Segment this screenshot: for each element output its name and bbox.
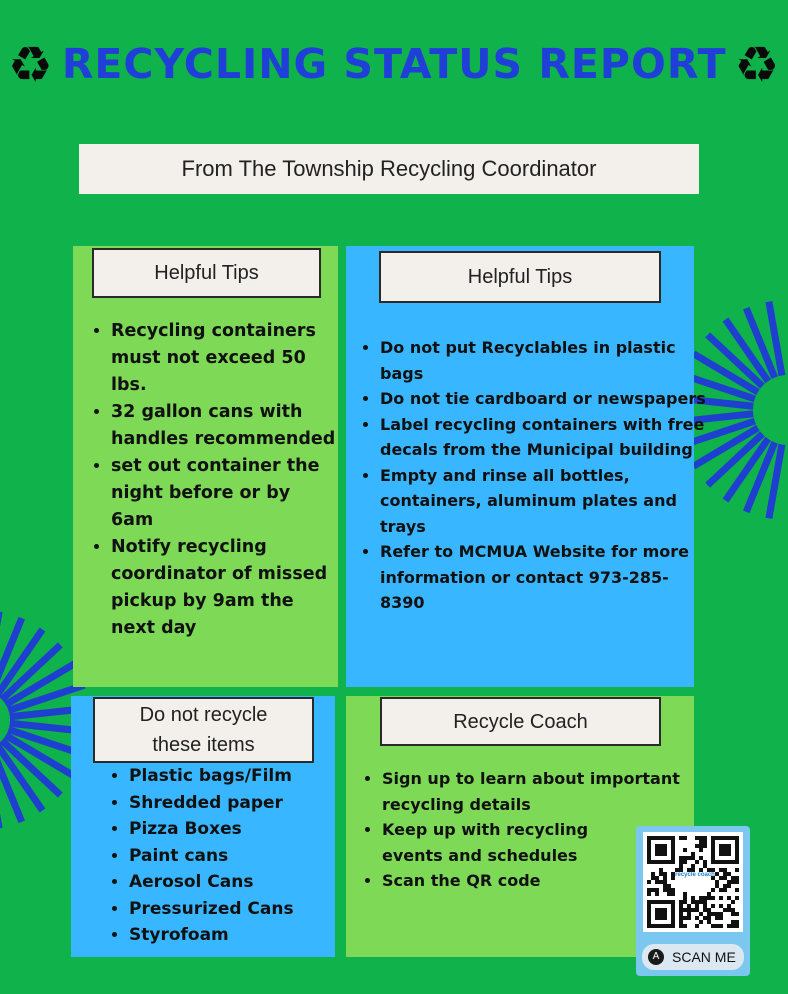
- helpful-tips-right-panel: [346, 246, 706, 687]
- qr-code[interactable]: [643, 832, 743, 932]
- page-title: [0, 36, 781, 94]
- scan-me-button[interactable]: [642, 944, 744, 970]
- recycle-coach-heading: Recycle Coach: [380, 697, 661, 746]
- list-item: • Pizza Boxes: [129, 816, 349, 843]
- list-item: • set out container the night before or by 6am: [111, 453, 336, 534]
- list-item: • Shredded paper: [129, 790, 349, 817]
- list-item: • Label recycling containers with free decals from the Municipal building: [380, 412, 706, 463]
- list-item: • Keep up with recycling events and schedules: [382, 817, 622, 868]
- do-not-recycle-heading: [93, 697, 314, 763]
- list-item: • 32 gallon cans with handles recommended: [111, 399, 336, 453]
- list-item: • Refer to MCMUA Website for more information or contact 973-285-8390: [380, 539, 706, 616]
- qr-code-card[interactable]: [636, 826, 750, 976]
- subtitle-banner: From The Township Recycling Coordinator: [79, 144, 699, 194]
- do-not-recycle-list: [107, 763, 349, 949]
- helpful-tips-left-panel: [73, 246, 338, 687]
- list-item: • Recycling containers must not exceed 50 lbs.: [111, 318, 336, 399]
- helpful-tips-right-list: [358, 335, 706, 616]
- list-item: • Aerosol Cans: [129, 869, 349, 896]
- list-item: • Notify recycling coordinator of missed pickup by 9am the next day: [111, 534, 336, 642]
- scan-icon: A: [648, 949, 664, 965]
- list-item: • Plastic bags/Film: [129, 763, 349, 790]
- list-item: • Empty and rinse all bottles, containers, aluminum plates and trays: [380, 463, 706, 540]
- title-text: RECYCLING STATUS REPORT: [61, 40, 727, 88]
- qr-code-icon: [643, 832, 743, 932]
- list-item: • Scan the QR code: [382, 868, 712, 894]
- helpful-tips-left-list: [89, 318, 336, 642]
- list-item: • Do not tie cardboard or newspapers: [380, 386, 706, 412]
- list-item: • Do not put Recyclables in plastic bags: [380, 335, 706, 386]
- do-not-recycle-panel: [71, 696, 335, 957]
- sunburst-left-decoration: [0, 600, 74, 840]
- scan-me-label: SCAN ME: [672, 949, 736, 965]
- helpful-tips-right-heading: Helpful Tips: [379, 251, 661, 303]
- list-item: • Pressurized Cans: [129, 896, 349, 923]
- list-item: • Styrofoam: [129, 922, 349, 949]
- list-item: • Sign up to learn about important recycling details: [382, 766, 712, 817]
- recycle-icon: ♻: [734, 36, 781, 94]
- list-item: • Paint cans: [129, 843, 349, 870]
- recycle-icon: ♻: [8, 36, 54, 94]
- helpful-tips-left-heading: Helpful Tips: [92, 248, 321, 298]
- qr-logo-label: recycle coach: [675, 872, 715, 878]
- heading-line: Do not recycle: [139, 704, 268, 726]
- heading-line: these items: [152, 734, 255, 756]
